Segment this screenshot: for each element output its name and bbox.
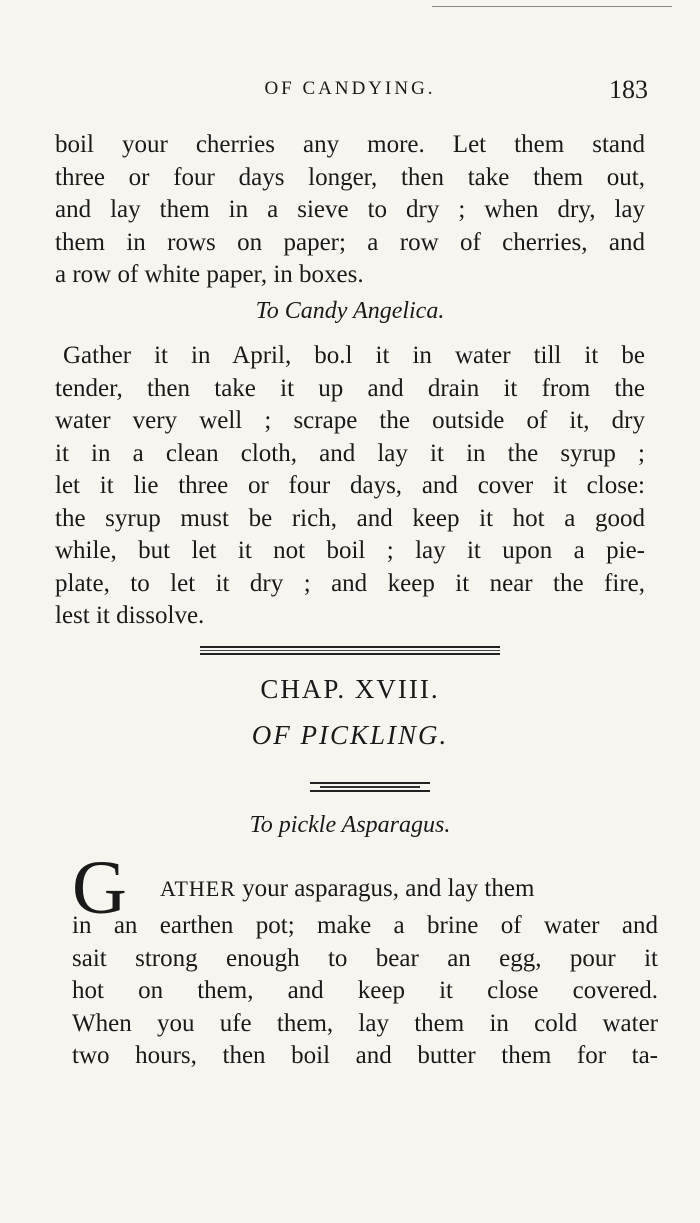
text-line: two hours, then boil and butter them for ta- — [72, 1042, 658, 1069]
text-line: plate, to let it dry ; and keep it near the fire, — [55, 569, 645, 597]
text-line: Gather it in April, bo.l it in water till it be — [63, 342, 645, 369]
asparagus-paragraph — [72, 910, 658, 1073]
text-line: lest it dissolve. — [55, 602, 205, 629]
text-line: and lay them in a sieve to dry ; when dry, lay — [55, 196, 645, 223]
chapter-number: CHAP. XVIII. — [260, 674, 440, 704]
chapter-title: OF PICKLING. — [251, 720, 449, 750]
text-line: let it lie three or four days, and cover it close: — [55, 472, 645, 499]
cherries-paragraph — [55, 129, 645, 292]
chapter-divider-rule — [200, 646, 500, 655]
text-line: it in a clean cloth, and lay it in the syrup ; — [55, 439, 645, 467]
text-line: When you ufe them, lay them in cold water — [72, 1009, 658, 1037]
text-line: while, but let it not boil ; lay it upon a pie- — [55, 537, 645, 564]
top-edge-line — [432, 6, 672, 7]
first-line-text: your asparagus, and lay them — [235, 875, 535, 902]
text-line: sait strong enough to bear an egg, pour it — [72, 944, 658, 972]
angelica-heading: To Candy Angelica. — [255, 298, 445, 324]
running-title: OF CANDYING. — [264, 78, 436, 99]
text-line: hot on them, and keep it close covered. — [72, 977, 658, 1004]
text-line: in an earthen pot; make a brine of water and — [72, 912, 658, 939]
asparagus-first-line — [160, 875, 660, 903]
running-head — [0, 75, 700, 108]
page-number: 183 — [609, 75, 648, 104]
angelica-paragraph — [55, 340, 645, 633]
text-line: the syrup must be rich, and keep it hot a good — [55, 504, 645, 532]
text-line: them in rows on paper; a row of cherries, and — [55, 228, 645, 256]
ornamental-rule — [310, 782, 430, 792]
text-line: tender, then take it up and drain it from the — [55, 374, 645, 402]
asparagus-heading: To pickle Asparagus. — [249, 812, 451, 838]
text-line: a row of white paper, in boxes. — [55, 261, 364, 288]
text-line: three or four days longer, then take them out, — [55, 163, 645, 191]
text-line: water very well ; scrape the outside of it, dry — [55, 407, 645, 434]
first-word: ATHER — [160, 876, 236, 901]
text-line: boil your cherries any more. Let them stand — [55, 131, 645, 158]
drop-cap: G — [72, 846, 127, 930]
